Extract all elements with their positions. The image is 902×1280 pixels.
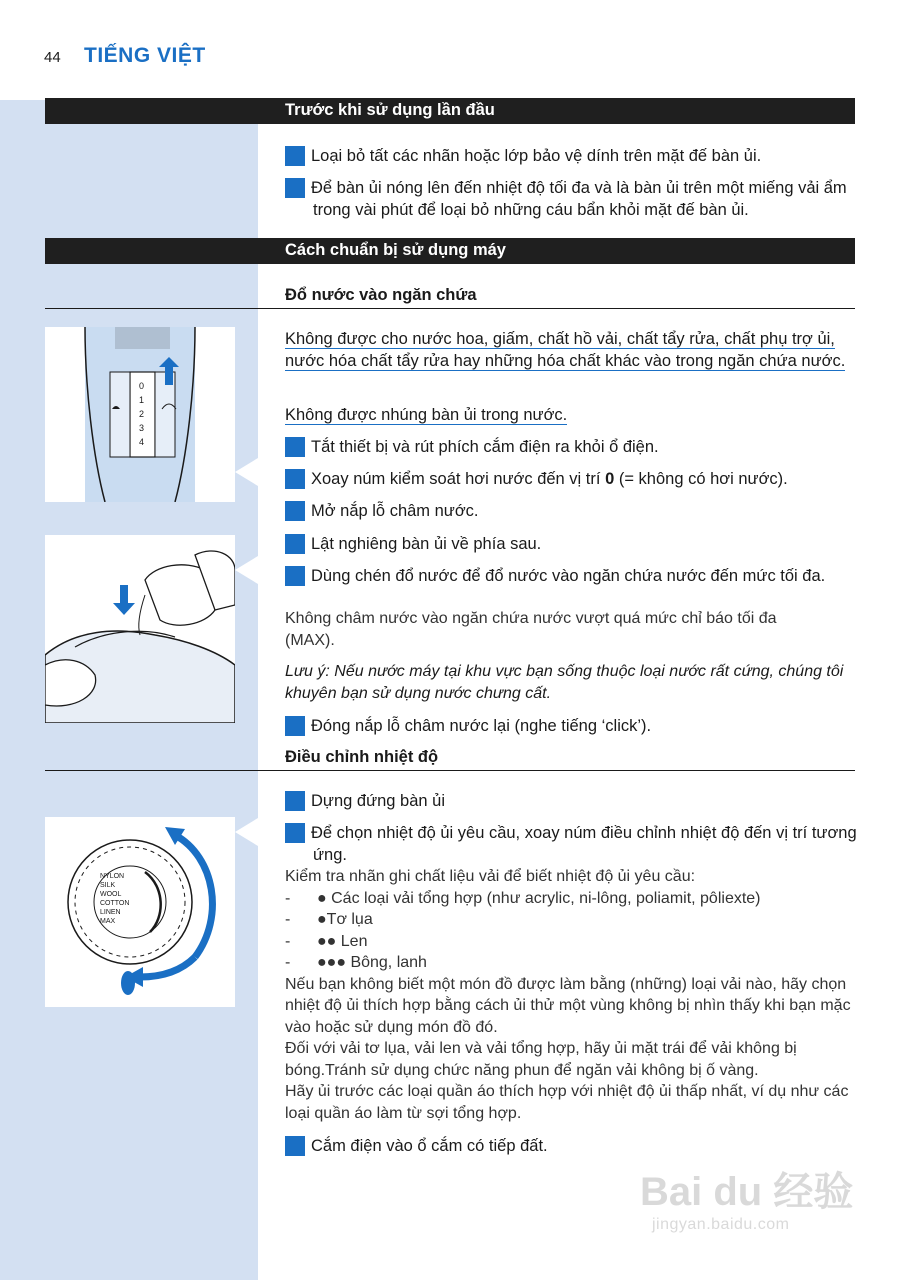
step-item: 1 Dựng đứng bàn ủi [276,792,446,810]
step-item: 5 Dùng chén đổ nước để đổ nước vào ngăn chứa nước đến mức tối đa. [276,567,826,585]
temperature-details: Kiểm tra nhãn ghi chất liệu vải để biết nhiệt độ ủi yêu cầu: - ● Các loại vải tổng hợp (như acrylic, ni-lông, poliamit, pôliexte) - ●Tơ lụa - ●● Len - ●●● Bông, lanh Nếu bạn không biết một món đồ được làm bằng (những) loại vải nào, hãy chọn nhiệt độ ủi thích hợp bằng cách ủi thử một vùng không bị nhìn thấy khi bạn mặc vào hoặc sử dụng món đồ đó. Đối với vải tơ lụa, vải len và vải tổng hợp, hãy ủi mặt trái để vải không bị bóng.Tránh sử dụng chức năng phun để ngăn vải không bị ố vàng. Hãy ủi trước các loại quần áo thích hợp với nhiệt độ ủi thấp nhất, ví dụ như các loại quần áo làm từ sợi tổng hợp. [285,868,851,1122]
pointer-triangle [235,818,258,846]
pointer-triangle [235,556,258,584]
subheading-temperature: Điều chỉnh nhiệt độ [285,748,439,766]
dial-scale: 0 1 2 3 4 [139,381,145,447]
section-title: Trước khi sử dụng lần đầu [285,101,495,119]
fill-water-illustration [45,535,235,723]
section-bar-first-use [45,98,855,124]
step-item: 2 Xoay núm kiểm soát hơi nước đến vị trí 0 (= không có hơi nước). [276,470,788,488]
step-item: 1 Loại bỏ tất các nhãn hoặc lớp bảo vệ dính trên mặt đế bàn ủi. [276,147,762,165]
watermark [640,1160,870,1245]
step-item: 4 Lật nghiêng bàn ủi về phía sau. [276,535,542,553]
divider [45,770,855,771]
step-item: 2 Để chọn nhiệt độ ủi yêu cầu, xoay núm điều chỉnh nhiệt độ đến vị trí tương ứng. [276,824,857,864]
step-item: 6 Đóng nắp lỗ châm nước lại (nghe tiếng ‘click’). [276,717,652,735]
watermark-logo: Bai du 经验 [640,1170,854,1214]
warning-immerse: Không được nhúng bàn ủi trong nước. [285,406,568,424]
temperature-dial-drawing [45,817,235,1007]
watermark-url: jingyan.baidu.com [652,1216,790,1233]
step-item: 3 Cắm điện vào ổ cắm có tiếp đất. [276,1137,548,1155]
steam-dial-illustration [45,327,235,502]
hard-water-note: Lưu ý: Nếu nước máy tại khu vực bạn sống thuộc loại nước rất cứng, chúng tôi khuyên bạn sử dụng nước chưng cất. [285,663,844,702]
language-title: TIẾNG VIỆT [84,44,206,67]
step5-note: Không châm nước vào ngăn chứa nước vượt quá mức chỉ báo tối đa (MAX). [285,610,777,649]
divider [45,308,855,309]
pointer-triangle [235,458,258,486]
temperature-dial-illustration [45,817,235,1007]
subheading-fill-water: Đổ nước vào ngăn chứa [285,286,477,304]
step-item: 1 Tắt thiết bị và rút phích cắm điện ra khỏi ổ điện. [276,438,659,456]
step-item: 2 Để bàn ủi nóng lên đến nhiệt độ tối đa và là bàn ủi trên một miếng vải ẩm trong vài phút để loại bỏ những cáu bẩn khỏi mặt đế bàn ủi. [276,179,847,219]
fill-water-drawing [45,535,235,723]
section-title: Cách chuẩn bị sử dụng máy [285,241,506,259]
page-number: 44 [44,49,61,66]
warning-chemicals: Không được cho nước hoa, giấm, chất hồ vải, chất tẩy rửa, chất phụ trợ ủi, nước hóa chất tẩy rửa hay những hóa chất khác vào trong ngăn chứa nước. [285,330,846,370]
section-bar-preparation [45,238,855,264]
step-item: 3 Mở nắp lỗ châm nước. [276,502,479,520]
temperature-dial-labels: NYLON SILK WOOL COTTON LINEN MAX [100,873,130,925]
